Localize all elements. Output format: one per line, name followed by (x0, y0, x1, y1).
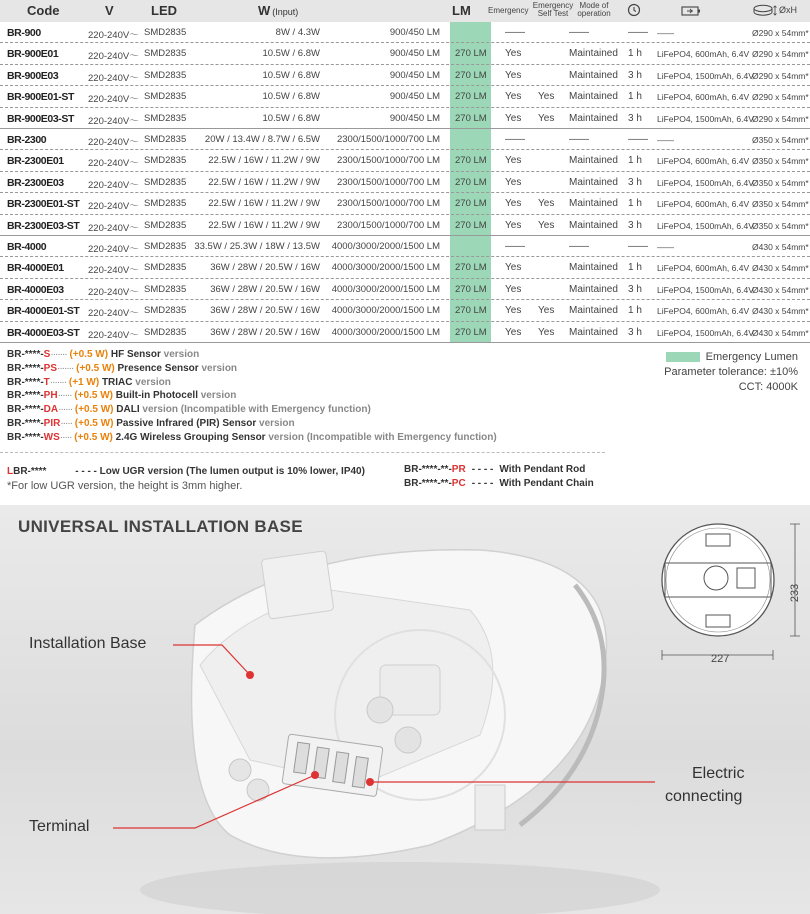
cell-em: Yes (505, 198, 522, 210)
cell-st: Yes (538, 326, 555, 338)
cell-v: 220-240V～ (88, 51, 139, 63)
option-name: HF Sensor (110, 349, 161, 360)
option-prefix: BR-****- (7, 431, 44, 443)
option-suffix: version (163, 349, 200, 360)
cell-code: BR-2300 (7, 134, 47, 146)
low-ugr-code: BR-**** (13, 466, 47, 477)
cell-bat: LiFePO4, 1500mAh, 6.4V (657, 220, 754, 231)
cell-lm: 2300/1500/1000/700 LM (336, 198, 440, 210)
table-row (0, 43, 810, 64)
header-w-sub: (Input) (272, 7, 299, 17)
cell-w: 36W / 28W / 20.5W / 16W (210, 305, 320, 317)
cell-code: BR-4000E03-ST (7, 326, 80, 339)
cell-em: Yes (505, 176, 522, 188)
cell-bat: LiFePO4, 1500mAh, 6.4V (657, 177, 754, 188)
pendant-options (404, 463, 594, 491)
cell-bat: —— (657, 28, 674, 38)
cell-w: 10.5W / 6.8W (262, 69, 320, 81)
table-row (0, 129, 810, 150)
option-code: PIR (43, 417, 61, 429)
cell-elm: 270 LM (455, 91, 487, 103)
option-code: DA (43, 404, 59, 416)
pendant-line (404, 463, 594, 477)
cell-dim: Ø290 x 54mm* (752, 70, 809, 81)
cell-bat: LiFePO4, 1500mAh, 6.4V (657, 113, 754, 124)
option-dots: ······ (57, 390, 72, 402)
cell-mode: Maintained (569, 69, 618, 81)
cell-bat: LiFePO4, 600mAh, 6.4V (657, 199, 750, 210)
cell-lm: 4000/3000/2000/1500 LM (331, 241, 440, 252)
cell-code: BR-2300E01-ST (7, 198, 80, 211)
cell-hr: 1 h (628, 305, 642, 317)
dimension-drawing (662, 524, 800, 660)
cell-v: 220-240V～ (88, 179, 139, 191)
cell-v: 220-240V～ (88, 265, 139, 277)
table-header (0, 0, 810, 22)
cell-code: BR-900 (7, 27, 41, 39)
base-title: UNIVERSAL INSTALLATION BASE (18, 517, 303, 536)
cell-code: BR-2300E03-ST (7, 219, 80, 232)
cell-em: Yes (505, 91, 522, 103)
cell-led: SMD2835 (144, 91, 187, 103)
option-line (7, 348, 497, 362)
option-line (7, 403, 497, 417)
cell-st: Yes (538, 219, 555, 231)
legend-label: Emergency Lumen (705, 351, 798, 363)
cell-bat: LiFePO4, 1500mAh, 6.4V (657, 70, 754, 81)
option-dots: ····· (59, 431, 72, 443)
cell-em: Yes (505, 283, 522, 295)
table-row (0, 300, 810, 321)
cell-elm: 270 LM (455, 176, 487, 188)
option-suffix: version (135, 376, 171, 388)
low-ugr-text: version (The lumen output is 10% lower, IP40) (147, 466, 365, 477)
option-suffix: version (200, 390, 237, 402)
cell-w: 22.5W / 16W / 11.2W / 9W (208, 176, 320, 188)
cell-bat: LiFePO4, 600mAh, 6.4V (657, 306, 750, 317)
option-power: (+0.5 W) (74, 404, 114, 416)
cell-em: —— (505, 134, 525, 145)
cell-dim: Ø350 x 54mm* (752, 177, 809, 188)
cell-w: 22.5W / 16W / 11.2W / 9W (208, 219, 320, 231)
table-row (0, 172, 810, 193)
cell-dim: Ø350 x 54mm* (752, 156, 809, 167)
cell-mode: Maintained (569, 283, 618, 295)
cell-v: 220-240V～ (88, 222, 139, 234)
clock-icon (627, 3, 641, 20)
cell-bat: LiFePO4, 1500mAh, 6.4V (657, 327, 754, 338)
cell-w: 36W / 28W / 20.5W / 16W (210, 283, 320, 295)
cell-mode: —— (569, 134, 589, 145)
cell-mode: —— (569, 27, 589, 38)
cell-led: SMD2835 (144, 69, 187, 81)
pendant-dashes: - - - - (471, 464, 494, 475)
cell-elm: 270 LM (455, 283, 487, 295)
cell-code: BR-900E01 (7, 48, 59, 61)
label-installation-base: Installation Base (29, 635, 147, 652)
cell-elm: 270 LM (455, 155, 487, 167)
cell-code: BR-4000 (7, 241, 47, 253)
cell-mode: Maintained (569, 48, 618, 60)
legend-tolerance: Parameter tolerance: ±10% (664, 366, 798, 378)
cell-mode: Maintained (569, 112, 618, 124)
table-row (0, 322, 810, 343)
cell-hr: —— (628, 27, 648, 38)
cell-em: Yes (505, 48, 522, 60)
cell-lm: 2300/1500/1000/700 LM (336, 155, 440, 167)
cell-w: 10.5W / 6.8W (262, 91, 320, 103)
cell-bat: —— (657, 135, 674, 145)
cell-elm: 270 LM (455, 326, 487, 338)
cell-elm: 270 LM (455, 305, 487, 317)
option-line (7, 417, 497, 431)
cell-st: Yes (538, 112, 555, 124)
cell-em: —— (505, 241, 525, 252)
cell-led: SMD2835 (144, 305, 187, 317)
cell-bat: LiFePO4, 600mAh, 6.4V (657, 92, 750, 103)
cell-hr: 3 h (628, 219, 642, 231)
cell-bat: —— (657, 242, 674, 252)
cell-w: 8W / 4.3W (275, 27, 320, 38)
cell-mode: Maintained (569, 91, 618, 103)
cell-lm: 4000/3000/2000/1500 LM (331, 262, 440, 274)
cell-elm: 270 LM (455, 48, 487, 60)
option-dots: ······· (49, 376, 67, 388)
cell-dim: Ø350 x 54mm* (752, 220, 809, 231)
option-prefix: BR-****- (7, 362, 44, 374)
cell-dim: Ø430 x 54mm* (752, 327, 809, 338)
cell-w: 33.5W / 25.3W / 18W / 13.5W (194, 241, 320, 252)
cell-lm: 2300/1500/1000/700 LM (336, 176, 440, 188)
option-line (7, 376, 497, 390)
option-power: (+0.5 W) (76, 362, 115, 374)
cell-mode: Maintained (569, 176, 618, 188)
header-mode: Mode of operation (577, 1, 611, 18)
header-emergency: Emergency (488, 6, 529, 15)
cell-v: 220-240V～ (88, 72, 139, 84)
cell-st: Yes (538, 198, 555, 210)
cell-code: BR-4000E03 (7, 283, 64, 296)
cell-w: 20W / 13.4W / 8.7W / 6.5W (204, 134, 320, 145)
battery-icon (681, 5, 701, 20)
table-row (0, 215, 810, 236)
pendant-text: With Pendant Rod (499, 464, 586, 475)
cell-em: Yes (505, 112, 522, 124)
option-name: 2.4G Wireless Grouping Sensor (115, 431, 266, 443)
cell-lm: 2300/1500/1000/700 LM (336, 134, 440, 145)
cell-hr: 1 h (628, 198, 642, 210)
cell-bat: LiFePO4, 1500mAh, 6.4V (657, 284, 754, 295)
option-dots: ······ (58, 404, 73, 416)
cell-led: SMD2835 (144, 262, 187, 274)
option-prefix: BR-****- (7, 390, 44, 402)
cell-mode: Maintained (569, 219, 618, 231)
cell-led: SMD2835 (144, 48, 187, 60)
cell-bat: LiFePO4, 600mAh, 6.4V (657, 49, 750, 60)
table-row (0, 193, 810, 214)
cell-v: 220-240V～ (88, 158, 139, 170)
cell-hr: 3 h (628, 69, 642, 81)
cell-led: SMD2835 (144, 241, 187, 252)
option-code: PS (43, 362, 58, 374)
cell-lm: 900/450 LM (389, 112, 440, 124)
cell-w: 10.5W / 6.8W (262, 112, 320, 124)
cell-em: —— (505, 27, 525, 38)
cell-hr: —— (628, 241, 648, 252)
pendant-line (404, 477, 594, 491)
installation-base-section (0, 505, 810, 914)
option-power: (+0.5 W) (74, 431, 113, 443)
header-w (258, 3, 298, 18)
option-code: PH (43, 390, 58, 402)
header-code: Code (27, 3, 60, 18)
cell-led: SMD2835 (144, 198, 187, 210)
cell-em: Yes (505, 69, 522, 81)
option-line (7, 431, 497, 445)
option-power: (+1 W) (68, 376, 100, 388)
cell-dim: Ø290 x 54mm* (752, 92, 809, 103)
cell-mode: Maintained (569, 198, 618, 210)
cell-hr: 3 h (628, 326, 642, 338)
pendant-code: PC (451, 478, 466, 489)
cell-lm: 900/450 LM (389, 27, 440, 38)
cell-dim: Ø430 x 54mm* (752, 284, 809, 295)
label-terminal: Terminal (29, 818, 90, 835)
pendant-code: PR (451, 464, 466, 475)
option-power: (+0.5 W) (69, 349, 109, 360)
cell-v: 220-240V～ (88, 329, 139, 341)
cell-lm: 900/450 LM (389, 48, 440, 60)
cell-code: BR-2300E03 (7, 176, 64, 189)
cell-led: SMD2835 (144, 176, 187, 188)
cell-code: BR-4000E01 (7, 262, 64, 275)
option-code: T (43, 376, 50, 388)
cell-led: SMD2835 (144, 27, 187, 38)
cell-em: Yes (505, 305, 522, 317)
option-suffix: version (259, 417, 295, 429)
cell-elm: 270 LM (455, 219, 487, 231)
header-self-test: Emergency Self Test (532, 1, 574, 18)
cell-led: SMD2835 (144, 219, 187, 231)
option-dots: ····· (60, 417, 72, 429)
option-code: WS (43, 431, 60, 443)
option-code: S (43, 349, 51, 360)
cell-v: 220-240V～ (88, 308, 139, 320)
table-row (0, 108, 810, 129)
cell-w: 36W / 28W / 20.5W / 16W (210, 262, 320, 274)
cell-em: Yes (505, 219, 522, 231)
options-list (7, 348, 497, 445)
dimension-width: 227 (711, 653, 730, 665)
cell-code: BR-2300E01 (7, 155, 64, 168)
option-prefix: BR-****- (7, 349, 44, 360)
cell-v: 220-240V～ (88, 115, 139, 127)
cell-led: SMD2835 (144, 134, 187, 145)
cell-w: 22.5W / 16W / 11.2W / 9W (208, 155, 320, 167)
option-name: Built-in Photocell (115, 390, 198, 402)
cell-st: Yes (538, 91, 555, 103)
header-w-label: W (258, 3, 271, 18)
cell-dim: Ø290 x 54mm* (752, 113, 809, 124)
cell-dim: Ø430 x 54mm* (752, 242, 809, 252)
legend-cct: CCT: 4000K (738, 381, 798, 393)
header-lm: LM (452, 3, 471, 18)
cell-v: 220-240V～ (88, 137, 139, 148)
cell-led: SMD2835 (144, 155, 187, 167)
cell-hr: 1 h (628, 91, 642, 103)
table-row (0, 279, 810, 300)
cell-led: SMD2835 (144, 283, 187, 295)
cell-v: 220-240V～ (88, 244, 139, 255)
cell-bat: LiFePO4, 600mAh, 6.4V (657, 263, 750, 274)
emergency-lumen-swatch (666, 352, 700, 362)
option-dots: ······· (57, 362, 74, 374)
cell-code: BR-4000E01-ST (7, 305, 80, 318)
option-suffix: version (201, 362, 238, 374)
table-row (0, 22, 810, 43)
cell-elm: 270 LM (455, 112, 487, 124)
header-led: LED (151, 3, 177, 18)
pendant-prefix: BR-****-**- (404, 464, 452, 475)
cell-hr: 1 h (628, 155, 642, 167)
cell-elm: 270 LM (455, 262, 487, 274)
cell-hr: —— (628, 134, 648, 145)
cell-lm: 900/450 LM (389, 69, 440, 81)
cell-st: Yes (538, 305, 555, 317)
option-name: DALI (116, 404, 140, 416)
label-electric: Electric (692, 765, 745, 782)
cell-elm: 270 LM (455, 69, 487, 81)
cell-code: BR-900E03 (7, 69, 59, 82)
option-power: (+0.5 W) (74, 390, 113, 402)
cell-code: BR-900E01-ST (7, 91, 74, 104)
cell-mode: —— (569, 241, 589, 252)
cell-em: Yes (505, 155, 522, 167)
table-row (0, 86, 810, 107)
table-row (0, 236, 810, 257)
cell-dim: Ø430 x 54mm* (752, 306, 809, 317)
cell-elm: 270 LM (455, 198, 487, 210)
cell-bat: LiFePO4, 600mAh, 6.4V (657, 156, 750, 167)
pendant-dashes: - - - - (471, 478, 494, 489)
cell-v: 220-240V～ (88, 201, 139, 213)
cell-hr: 1 h (628, 262, 642, 274)
cell-led: SMD2835 (144, 112, 187, 124)
cell-w: 36W / 28W / 20.5W / 16W (210, 326, 320, 338)
cell-mode: Maintained (569, 326, 618, 338)
cell-dim: Ø350 x 54mm* (752, 199, 809, 210)
cell-mode: Maintained (569, 305, 618, 317)
header-dim: ØxH (779, 5, 797, 15)
divider (0, 452, 605, 453)
header-v: V (105, 3, 114, 18)
low-ugr-dashes: - - - - (75, 466, 97, 477)
cell-w: 10.5W / 6.8W (262, 48, 320, 60)
low-ugr-low: Low UGR (99, 466, 145, 477)
cell-w: 22.5W / 16W / 11.2W / 9W (208, 198, 320, 210)
dimension-height: 233 (789, 583, 802, 603)
option-prefix: BR-****- (7, 417, 44, 429)
pendant-prefix: BR-****-**- (404, 478, 452, 489)
option-suffix: version (Incompatible with Emergency function) (142, 404, 371, 416)
table-row (0, 150, 810, 171)
cell-hr: 3 h (628, 176, 642, 188)
dimension-icon (753, 4, 779, 20)
cell-code: BR-900E03-ST (7, 112, 74, 125)
cell-hr: 3 h (628, 112, 642, 124)
cell-hr: 1 h (628, 48, 642, 60)
installation-base-photo (0, 505, 810, 914)
label-connecting: connecting (665, 788, 743, 805)
option-dots: ······· (50, 349, 67, 360)
low-ugr-l: L (7, 466, 14, 477)
cell-lm: 4000/3000/2000/1500 LM (331, 283, 440, 295)
legend (664, 350, 798, 395)
option-suffix: version (Incompatible with Emergency function) (268, 431, 497, 443)
cell-em: Yes (505, 326, 522, 338)
cell-mode: Maintained (569, 155, 618, 167)
cell-dim: Ø430 x 54mm* (752, 263, 809, 274)
low-ugr-height-note: *For low UGR version, the height is 3mm higher. (7, 480, 243, 492)
option-prefix: BR-****- (7, 404, 44, 416)
cell-led: SMD2835 (144, 326, 187, 338)
cell-hr: 3 h (628, 283, 642, 295)
table-row (0, 257, 810, 278)
cell-v: 220-240V～ (88, 286, 139, 298)
cell-dim: Ø350 x 54mm* (752, 135, 809, 145)
option-line (7, 362, 497, 376)
cell-v: 220-240V～ (88, 94, 139, 106)
cell-lm: 4000/3000/2000/1500 LM (331, 326, 440, 338)
cell-v: 220-240V～ (88, 30, 139, 41)
cell-lm: 900/450 LM (389, 91, 440, 103)
cell-lm: 4000/3000/2000/1500 LM (331, 305, 440, 317)
option-name: Passive Infrared (PIR) Sensor (116, 417, 257, 429)
option-line (7, 389, 497, 403)
cell-dim: Ø290 x 54mm* (752, 28, 809, 38)
option-power: (+0.5 W) (74, 417, 114, 429)
option-name: Presence Sensor (117, 362, 199, 374)
pendant-text: With Pendant Chain (499, 478, 594, 489)
table-row (0, 65, 810, 86)
option-name: TRIAC (101, 376, 133, 388)
cell-lm: 2300/1500/1000/700 LM (336, 219, 440, 231)
low-ugr-note (7, 464, 365, 494)
cell-dim: Ø290 x 54mm* (752, 49, 809, 60)
cell-mode: Maintained (569, 262, 618, 274)
option-prefix: BR-****- (7, 376, 44, 388)
cell-em: Yes (505, 262, 522, 274)
